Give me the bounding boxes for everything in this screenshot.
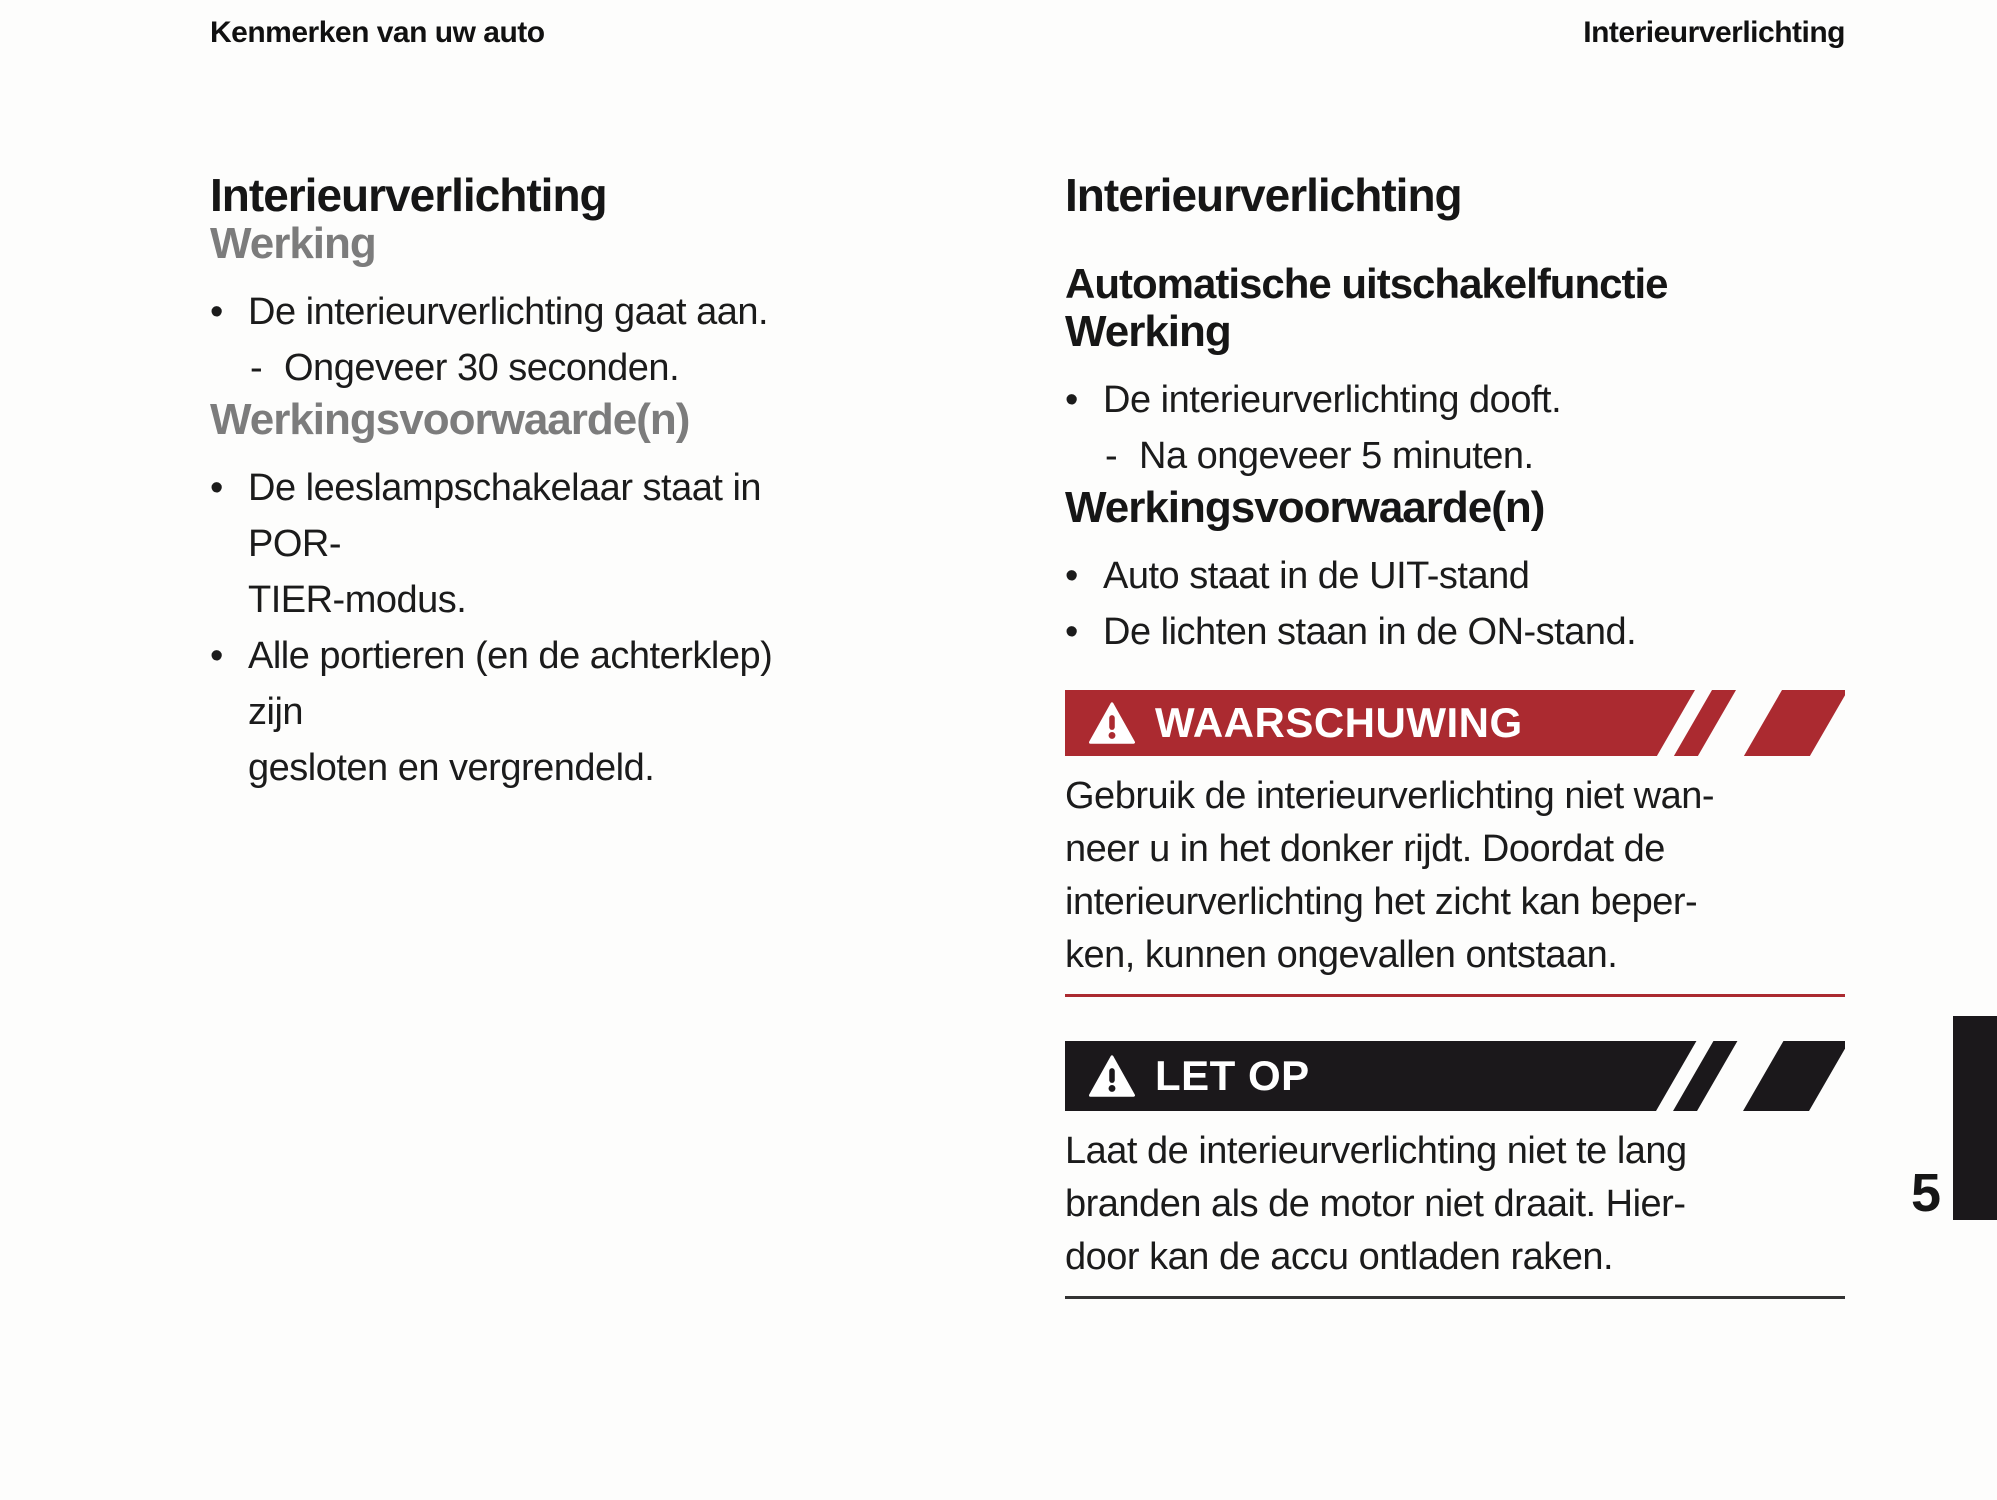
- right-werking-list: [1065, 372, 1845, 484]
- header-topic-title: Interieurverlichting: [1583, 16, 1845, 49]
- left-werking-list: [210, 284, 810, 396]
- text-line: De leeslampschakelaar staat in POR-: [248, 467, 762, 565]
- stripe-decoration: [1693, 690, 1786, 756]
- right-title: Interieurverlichting: [1065, 169, 1462, 221]
- list-item-text: De interieurverlichting gaat aan.: [248, 291, 769, 333]
- list-item-text: [248, 460, 810, 628]
- text-line: interieurverlichting het zicht kan beper-: [1065, 881, 1698, 923]
- stripe-decoration: [1804, 1041, 1845, 1111]
- list-subitem-text: Na ongeveer 5 minuten.: [1139, 435, 1534, 477]
- text-line: Laat de interieurverlichting niet te lang: [1065, 1130, 1687, 1172]
- caution-banner-label: LET OP: [1155, 1052, 1310, 1099]
- bullet-marker: •: [1065, 379, 1078, 421]
- list-item: [210, 284, 810, 340]
- page-number: 5: [1910, 1163, 1940, 1223]
- text-line: Alle portieren (en de achterklep) zijn: [248, 635, 773, 733]
- list-item: [210, 460, 810, 628]
- list-item: [1065, 372, 1845, 428]
- caution-text: [1065, 1125, 1845, 1284]
- list-item-text: De lichten staan in de ON-stand.: [1103, 611, 1637, 653]
- bullet-marker: •: [1065, 555, 1078, 597]
- warning-triangle-icon: [1089, 702, 1135, 744]
- right-heading-werking: Werking: [1065, 307, 1231, 356]
- list-item-text: [248, 628, 810, 796]
- list-subitem-text: Ongeveer 30 seconden.: [284, 347, 680, 389]
- warning-banner-label: WAARSCHUWING: [1155, 699, 1523, 746]
- caution-end-rule: [1065, 1296, 1845, 1299]
- warning-text: [1065, 770, 1845, 982]
- right-voorwaarden-list: [1065, 548, 1845, 660]
- stripe-decoration: [1805, 690, 1845, 756]
- warning-triangle-icon: [1089, 1055, 1135, 1097]
- right-heading-voorwaarden: Werkingsvoorwaarde(n): [1065, 483, 1545, 532]
- dash-marker: -: [1105, 435, 1118, 477]
- text-line: ken, kunnen ongevallen ontstaan.: [1065, 934, 1618, 976]
- dash-marker: -: [250, 347, 263, 389]
- text-line: door kan de accu ontladen raken.: [1065, 1236, 1614, 1278]
- header-section-title: Kenmerken van uw auto: [210, 16, 545, 49]
- bullet-marker: •: [210, 291, 223, 333]
- left-heading-voorwaarden: Werkingsvoorwaarde(n): [210, 395, 690, 444]
- text-line: gesloten en vergrendeld.: [248, 747, 655, 789]
- text-line: TIER-modus.: [248, 579, 467, 621]
- warning-banner: [1065, 690, 1845, 756]
- warning-end-rule: [1065, 994, 1845, 997]
- left-title: Interieurverlichting: [210, 169, 607, 221]
- left-column: [210, 0, 810, 796]
- bullet-marker: •: [210, 635, 223, 677]
- list-item-text: Auto staat in de UIT-stand: [1103, 555, 1530, 597]
- left-voorwaarden-list: [210, 460, 810, 796]
- list-item-text: De interieurverlichting dooft.: [1103, 379, 1562, 421]
- left-heading-werking: Werking: [210, 219, 376, 268]
- text-line: neer u in het donker rijdt. Doordat de: [1065, 828, 1665, 870]
- list-subitem: [250, 340, 810, 396]
- bullet-marker: •: [1065, 611, 1078, 653]
- list-item: [1065, 604, 1845, 660]
- right-column: [1065, 0, 1845, 1299]
- chapter-tab: [1953, 1016, 1997, 1220]
- right-subtitle: Automatische uitschakelfunctie: [1065, 260, 1668, 307]
- bullet-marker: •: [210, 467, 223, 509]
- text-line: Gebruik de interieurverlichting niet wan-: [1065, 775, 1715, 817]
- list-subitem: [1105, 428, 1845, 484]
- caution-banner: [1065, 1041, 1845, 1111]
- list-item: [1065, 548, 1845, 604]
- text-line: branden als de motor niet draait. Hier-: [1065, 1183, 1686, 1225]
- list-item: [210, 628, 810, 796]
